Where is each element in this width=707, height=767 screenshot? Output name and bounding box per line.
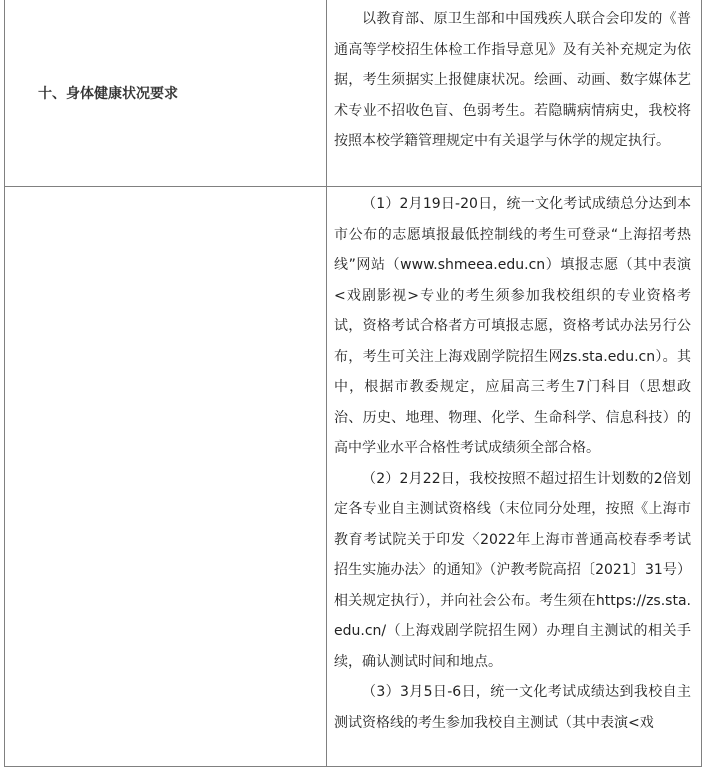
table-row — [5, 0, 702, 187]
admission-info-table — [4, 0, 702, 767]
table-row — [5, 187, 702, 767]
paragraph: （3）3月5日-6日，统一文化考试成绩达到我校自主测试资格线的考生参加我校自主测试（其中表演<戏 — [334, 684, 691, 731]
paragraph: 以教育部、原卫生部和中国残疾人联合会印发的《普通高等学校招生体检工作指导意见》及有关补充规定为依据，考生须据实上报健康状况。绘画、动画、数字媒体艺术专业不招收色盲、色弱考生。若隐瞒病情病史，我校将按照本校学籍管理规定中有关退学与休学的规定执行。 — [334, 11, 691, 149]
row-label — [5, 187, 327, 767]
row-content — [327, 187, 702, 767]
paragraph: （1）2月19日-20日，统一文化考试成绩总分达到本市公布的志愿填报最低控制线的考生可登录“上海招考热线”网站（www.shmeea.edu.cn）填报志愿（其中表演<戏剧影视>专业的考生须参加我校组织的专业资格考试，资格考试合格者方可填报志愿，资格考试办法另行公布，考生可关注上海戏剧学院招生网zs.sta.edu.cn）。其中，根据市教委规定，应届高三考生7门科目（思想政治、历史、地理、物理、化学、生命科学、信息科技）的高中学业水平合格性考试成绩须全部合格。 — [334, 196, 691, 456]
row-label: 十、身体健康状况要求 — [5, 0, 327, 187]
paragraph: （2）2月22日，我校按照不超过招生计划数的2倍划定各专业自主测试资格线（末位同分处理，按照《上海市教育考试院关于印发〈2022年上海市普通高校春季考试招生实施办法〉的通知》（沪教考院高招〔2021〕31号）相关规定执行），并向社会公布。考生须在https://zs.sta.edu.cn/（上海戏剧学院招生网）办理自主测试的相关手续，确认测试时间和地点。 — [334, 470, 691, 670]
row-content — [327, 0, 702, 187]
